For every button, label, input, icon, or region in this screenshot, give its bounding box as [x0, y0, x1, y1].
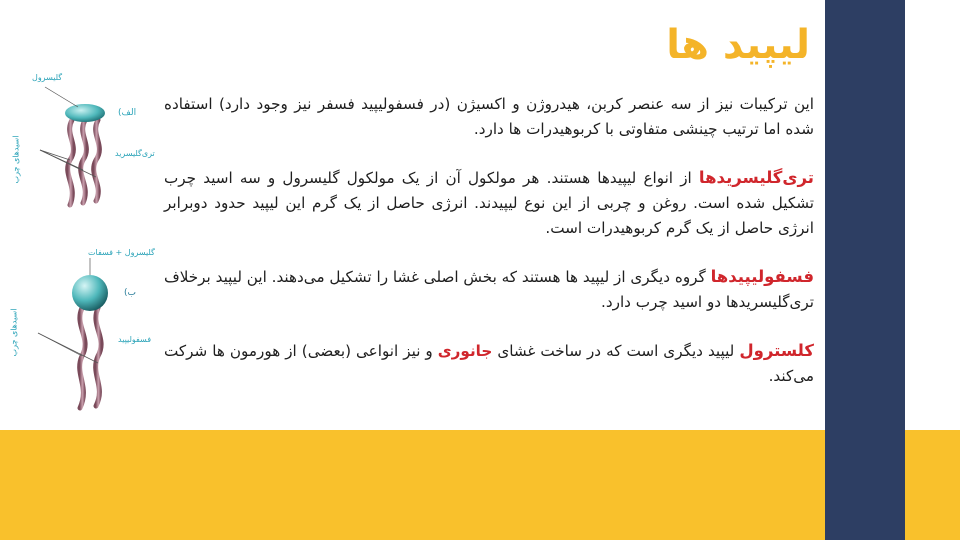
- triglyceride-diagram: [0, 65, 165, 225]
- keyword-triglycerides: تری‌گلیسریدها: [698, 168, 814, 187]
- paragraph-phospholipids-text: گروه دیگری از لیپید ها هستند که بخش اصلی غشا را تشکیل می‌دهند. این لیپید برخلاف تری‌گلیسریدها دو اسید چرب دارد.: [163, 268, 814, 311]
- figure-a-tag: الف): [118, 108, 137, 118]
- paragraph-cholesterol-text-b: و نیز انواعی (بعضی) از هورمون ها شرکت می‌کند.: [164, 342, 814, 385]
- fatty-acids-label-b: اسیدهای چرب: [9, 308, 19, 357]
- figure-b-tag: ب): [124, 288, 136, 298]
- paragraph-cholesterol-text-a: لیپید دیگری است که در ساخت غشای: [492, 342, 740, 360]
- triglyceride-figure: [0, 65, 165, 225]
- triglyceride-label: تری‌گلیسرید: [115, 149, 155, 158]
- keyword-phospholipids: فسفولیپیدها: [710, 267, 814, 286]
- glycerol-label: گلیسرول: [32, 73, 63, 82]
- paragraph-triglycerides: [164, 165, 814, 241]
- phospholipid-diagram: [0, 238, 165, 418]
- bottom-accent-band: [0, 430, 960, 540]
- side-accent-bar: [825, 0, 905, 540]
- slide-body: [164, 92, 814, 412]
- fatty-acids-label-a: اسیدهای چرب: [11, 135, 21, 184]
- glycerol-phosphate-label: گلیسرول + فسفات: [88, 248, 155, 257]
- paragraph-triglycerides-text: از انواع لیپیدها هستند. هر مولکول آن از یک مولکول گلیسرول و سه اسید چرب تشکیل شده است. روغن و چربی از این نوع لیپیدند. انرژی حاصل از یک گرم این لیپید حدود دوبرابر انرژی حاصل از یک گرم کربوهیدرات است.: [164, 169, 814, 237]
- paragraph-intro: این ترکیبات نیز از سه عنصر کربن، هیدروژن و اکسیژن (در فسفولیپید فسفر نیز وجود دارد) استفاده شده اما ترتیب چینشی متفاوتی با کربوهیدرات ها دارد.: [164, 95, 814, 138]
- slide-title: لیپید ها: [666, 22, 810, 68]
- keyword-cholesterol: کلسترول: [739, 341, 815, 360]
- paragraph-phospholipids: [164, 264, 814, 315]
- phospholipid-figure: [0, 238, 165, 418]
- paragraph-cholesterol: [164, 338, 814, 389]
- phospholipid-label: فسفولیپید: [118, 335, 152, 344]
- keyword-animal: جانوری: [437, 342, 493, 360]
